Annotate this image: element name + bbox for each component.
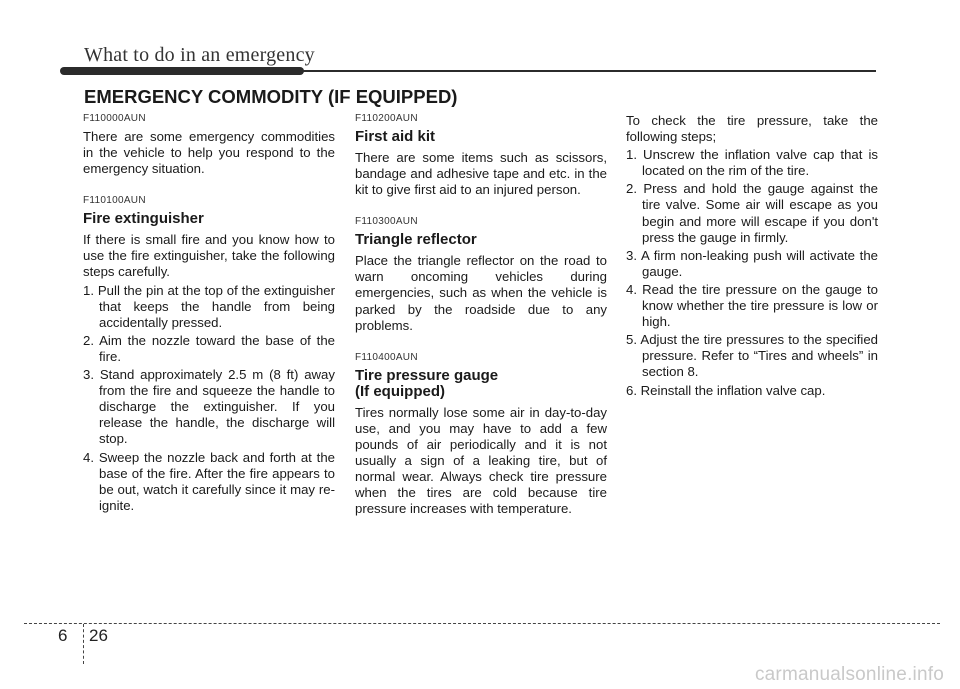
check-intro: To check the tire pressure, take the following steps; [626, 113, 878, 145]
list-item: 3. Stand approximately 2.5 m (8 ft) away from the fire and squeeze the handle to discharge the extinguisher. If you release the handle, the discharge will stop. [83, 367, 335, 447]
footer-rule [24, 623, 940, 624]
list-item: 2. Press and hold the gauge against the tire valve. Some air will escape as you begin and more will escape if you don't press the gauge in firmly. [626, 181, 878, 245]
first-aid-code: F110200AUN [355, 113, 418, 124]
footer-divider [83, 624, 84, 664]
section-title: EMERGENCY COMMODITY (IF EQUIPPED) [84, 86, 458, 107]
list-item: 6. Reinstall the inflation valve cap. [626, 382, 826, 398]
page-number: 26 [89, 626, 108, 645]
gauge-heading [355, 368, 607, 400]
watermark: carmanualsonline.info [754, 664, 944, 685]
list-item: 4. Sweep the nozzle back and forth at the base of the fire. After the fire appears to be out, watch it carefully since it may re-ignite. [83, 449, 335, 513]
column-3 [626, 113, 878, 401]
list-item: 2. Aim the nozzle toward the base of the fire. [83, 332, 335, 364]
list-item: 1. Pull the pin at the top of the extinguisher that keeps the handle from being accidentally pressed. [83, 282, 335, 330]
gauge-heading-line-1: Tire pressure gauge [355, 366, 499, 384]
extinguisher-code: F110100AUN [83, 195, 146, 207]
check-steps [626, 147, 878, 398]
gauge-heading-line-2: (If equipped) [355, 382, 445, 400]
gauge-text: Tires normally lose some air in day-to-day use, and you may have to add a few pounds of air periodically and it is not usually a sign of a leaking tire, but of normal wear. Always check tire pressure when the tires are cold because tire pressure increases with temperature. [355, 404, 607, 517]
intro-text: There are some emergency commodities in the vehicle to help you respond to the emergency situation. [83, 129, 335, 177]
list-item: 4. Read the tire pressure on the gauge to know whether the tire pressure is low or high. [626, 281, 878, 330]
extinguisher-heading: Fire extinguisher [83, 210, 204, 228]
column-2 [355, 113, 607, 517]
list-item: 3. A firm non-leaking push will activate the gauge. [626, 247, 878, 279]
list-item: 1. Unscrew the inflation valve cap that is located on the rim of the tire. [626, 147, 878, 179]
triangle-code: F110300AUN [355, 216, 418, 228]
chapter-number: 6 [58, 626, 68, 645]
first-aid-heading: First aid kit [355, 128, 436, 145]
triangle-heading: Triangle reflector [355, 231, 477, 249]
extinguisher-text: If there is small fire and you know how to use the fire extinguisher, take the following steps carefully. [83, 232, 335, 280]
extinguisher-steps [83, 283, 335, 514]
triangle-text: Place the triangle reflector on the road to warn oncoming vehicles during emergencies, such as when the vehicle is parked by the roadside due to any problems. [355, 253, 607, 333]
list-item: 5. Adjust the tire pressures to the specified pressure. Refer to “Tires and wheels” in section 8. [626, 332, 878, 380]
column-1 [83, 113, 335, 516]
intro-code: F110000AUN [83, 113, 146, 124]
header-bar [60, 67, 304, 75]
first-aid-text: There are some items such as scissors, bandage and adhesive tape and etc. in the kit to give first aid to an injured person. [355, 150, 607, 198]
chapter-title: What to do in an emergency [84, 44, 315, 66]
header-rule [300, 70, 876, 72]
gauge-code: F110400AUN [355, 351, 418, 363]
